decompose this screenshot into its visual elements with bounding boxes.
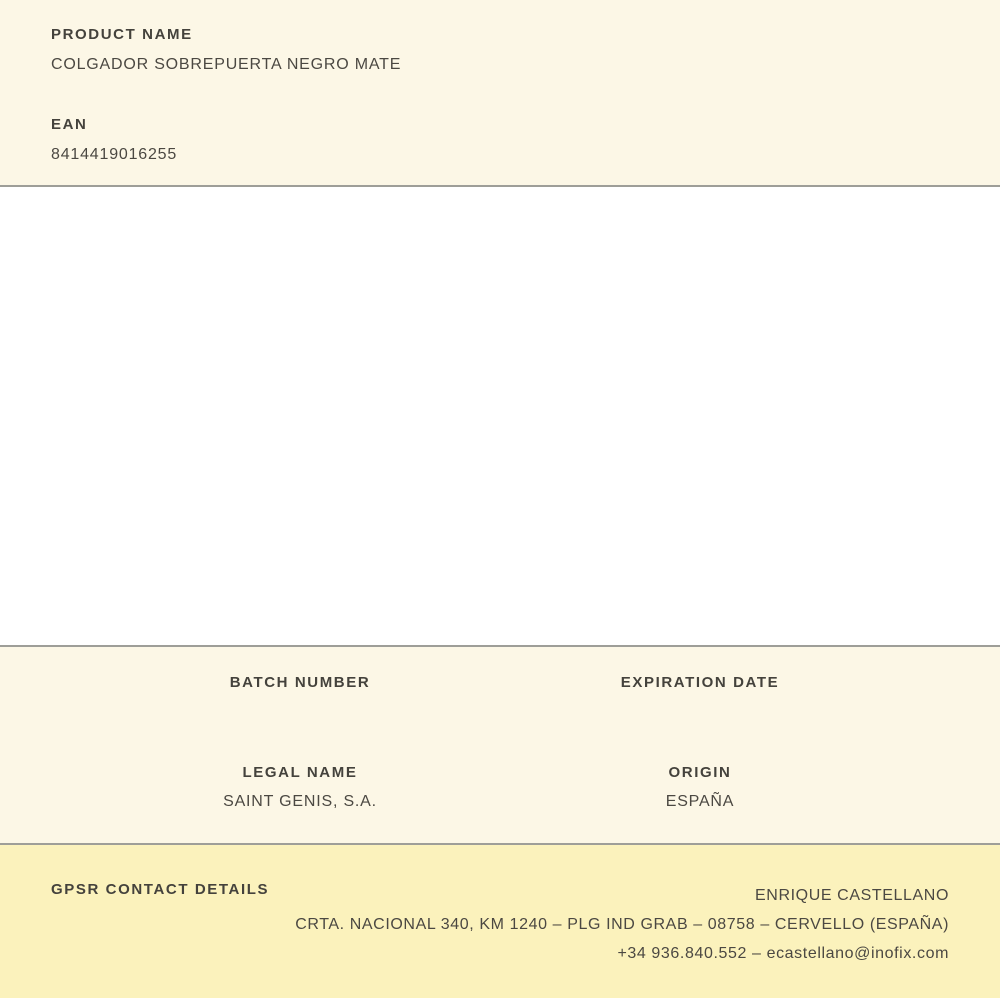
expiration-date-label: EXPIRATION DATE [620, 674, 780, 691]
ean-value: 8414419016255 [51, 146, 178, 163]
batch-number-label: BATCH NUMBER [229, 674, 371, 691]
expiration-date-field [500, 675, 900, 721]
product-image-area [0, 187, 1000, 647]
product-details-section [0, 647, 1000, 845]
legal-name-label: LEGAL NAME [242, 764, 358, 781]
product-name-label: PRODUCT NAME [51, 26, 193, 43]
ean-field [51, 117, 949, 163]
gpsr-contact-section [0, 845, 1000, 998]
origin-field [500, 765, 900, 811]
gpsr-contact-block [295, 881, 949, 968]
legal-name-field [100, 765, 500, 811]
product-name-value: COLGADOR SOBREPUERTA NEGRO MATE [51, 56, 402, 73]
gpsr-contact-address: CRTA. NACIONAL 340, KM 1240 – PLG IND GRAB – 08758 – CERVELLO (ESPAÑA) [295, 916, 949, 933]
ean-label: EAN [51, 116, 88, 133]
batch-number-field [100, 675, 500, 721]
batch-number-value [100, 703, 500, 721]
gpsr-contact-name: ENRIQUE CASTELLANO [755, 887, 949, 904]
product-name-field [51, 27, 949, 73]
gpsr-contact-phone-email: +34 936.840.552 – ecastellano@inofix.com [617, 945, 949, 962]
legal-name-value: SAINT GENIS, S.A. [223, 793, 377, 810]
origin-label: ORIGIN [668, 764, 732, 781]
details-row-batch-expiration [100, 675, 900, 721]
gpsr-title: GPSR CONTACT DETAILS [51, 881, 270, 898]
origin-value: ESPAÑA [665, 793, 735, 810]
expiration-date-value [500, 703, 900, 721]
product-header-section [0, 0, 1000, 187]
details-row-legal-origin [100, 765, 900, 811]
